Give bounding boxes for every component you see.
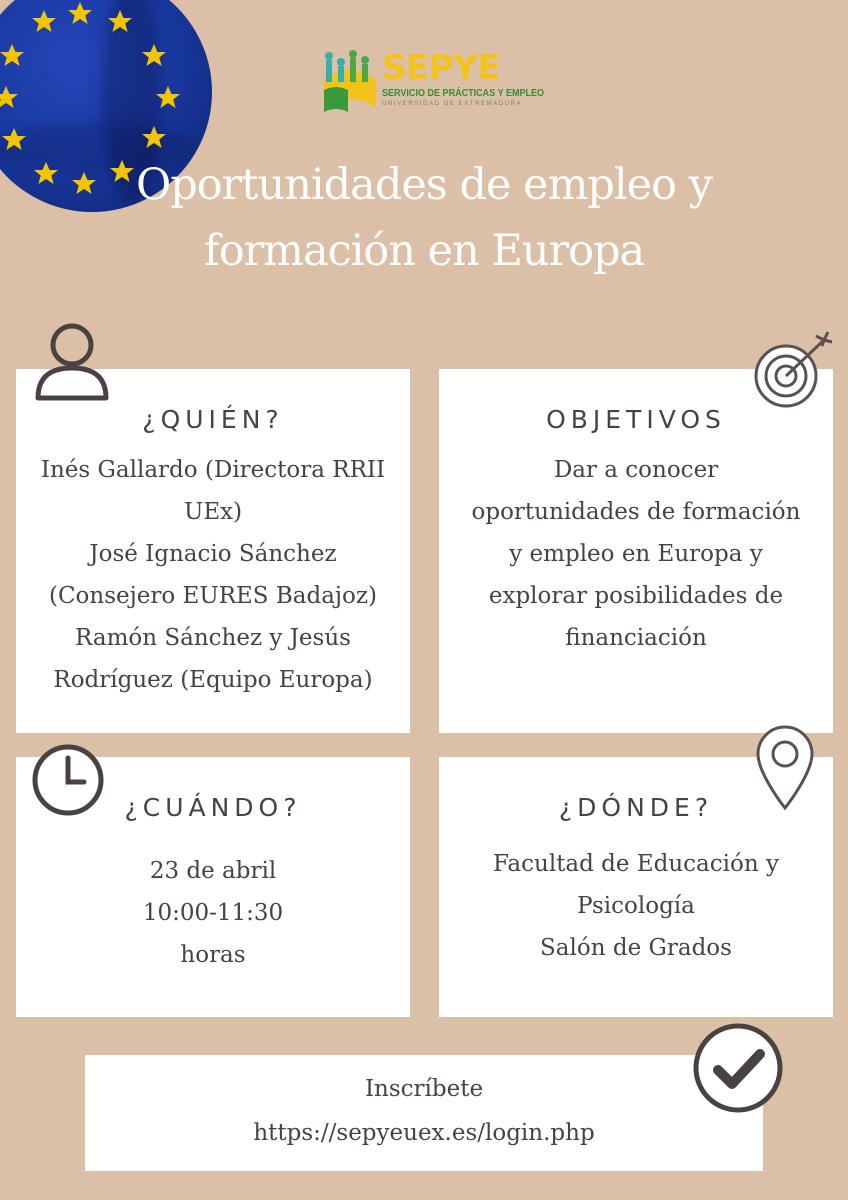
quien-line: (Consejero EURES Badajoz) (48, 583, 377, 609)
donde-line: Salón de Grados (540, 935, 732, 961)
objetivos-line: explorar posibilidades de (488, 583, 784, 609)
checkmark-icon (692, 1022, 784, 1114)
clock-icon (30, 742, 106, 818)
quien-card (16, 369, 410, 733)
cuando-line: 23 de abril (149, 858, 277, 884)
page-title (0, 152, 848, 284)
objetivos-line: oportunidades de formación (471, 499, 801, 525)
quien-line: Ramón Sánchez y Jesús (75, 625, 351, 651)
quien-line: UEx) (183, 499, 243, 525)
registro-text (85, 1067, 763, 1155)
quien-line: Inés Gallardo (Directora RRII (40, 457, 386, 483)
logo-institution: UNIVERSIDAD DE EXTREMADURA (382, 101, 523, 107)
cuando-line: horas (180, 942, 246, 968)
page-title-line2: formación en Europa (203, 226, 645, 276)
target-icon (752, 330, 836, 410)
objetivos-heading: OBJETIVOS (546, 405, 726, 434)
donde-line: Psicología (577, 893, 695, 919)
registro-card (85, 1055, 763, 1171)
logo-title: SEPYE (382, 48, 500, 88)
sepye-logo-mark-icon (322, 50, 378, 112)
quien-heading: ¿QUIÉN? (142, 405, 284, 434)
page-title-line1: Oportunidades de empleo y (136, 160, 712, 210)
sepye-logo (322, 48, 545, 114)
objetivos-text (439, 449, 833, 659)
donde-line: Facultad de Educación y (493, 851, 779, 877)
donde-heading: ¿DÓNDE? (558, 793, 714, 822)
quien-line: José Ignacio Sánchez (89, 541, 337, 567)
objetivos-line: Dar a conocer (553, 457, 719, 483)
objetivos-line: y empleo en Europa y (509, 541, 763, 567)
objetivos-line: financiación (565, 625, 707, 651)
logo-subtitle: SERVICIO DE PRÁCTICAS Y EMPLEO (382, 87, 545, 99)
cuando-heading: ¿CUÁNDO? (124, 793, 302, 822)
location-pin-icon (754, 722, 816, 812)
donde-text (439, 843, 833, 969)
cuando-text (16, 850, 410, 976)
person-icon (34, 322, 110, 402)
registro-link[interactable]: https://sepyeuex.es/login.php (253, 1120, 595, 1146)
quien-line: Rodríguez (Equipo Europa) (53, 667, 373, 693)
objetivos-card (439, 369, 833, 733)
quien-text (16, 449, 410, 701)
registro-label: Inscríbete (364, 1076, 484, 1102)
cuando-line: 10:00-11:30 (142, 900, 284, 926)
